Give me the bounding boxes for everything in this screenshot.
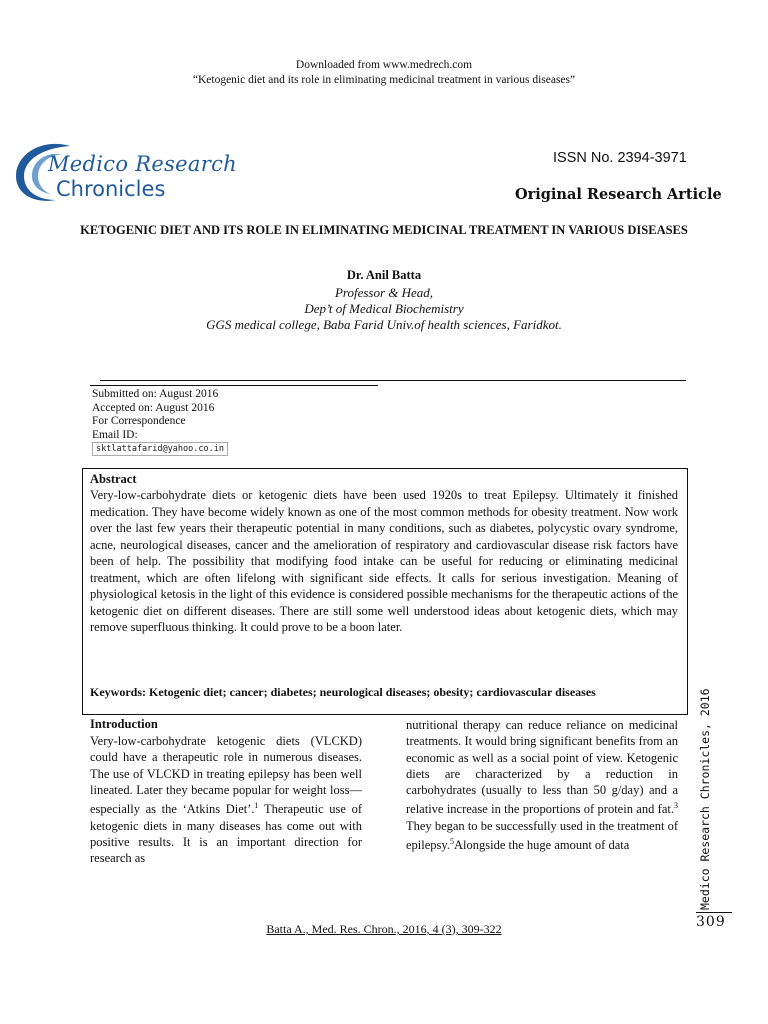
author-department: Dep’t of Medical Biochemistry: [304, 301, 464, 316]
submitted-date: Submitted on: August 2016: [92, 388, 219, 400]
intro-text: Alongside the huge amount of data: [453, 838, 630, 853]
introduction-heading: Introduction: [90, 717, 158, 731]
running-title: “Ketogenic diet and its role in eliminating medicinal treatment in various diseases”: [192, 74, 576, 86]
citation[interactable]: 3: [674, 801, 678, 811]
page-number: 309: [696, 914, 726, 930]
intro-text: Therapeutic use of ketogenic diets in many diseases has come out with positive results. It is an important direction for research as: [90, 802, 362, 866]
email-label: Email ID:: [92, 428, 138, 441]
introduction-column-2: [406, 717, 678, 854]
intro-text: nutritional therapy can reduce reliance on medicinal treatments. It would bring significant benefits from an economic as well as a social point of view. Ketogenic diets are characterized by a reduction in carbohydrates (usually to less than 50 g/day) and a relative increase in the proportions of protein and fat.: [406, 718, 678, 817]
submission-info: [92, 388, 218, 442]
journal-logo-name-line2: Chronicles: [56, 177, 166, 201]
divider-rule: [100, 380, 686, 381]
email-address[interactable]: sktlattafarid@yahoo.co.in: [92, 442, 228, 456]
citation[interactable]: 1: [254, 801, 259, 811]
issn-number: ISSN No. 2394-3971: [553, 150, 687, 166]
download-header: [0, 58, 768, 88]
abstract-heading: Abstract: [90, 472, 137, 486]
correspondence-label: For Correspondence: [92, 415, 186, 427]
download-source: Downloaded from www.medrech.com: [295, 59, 473, 71]
citation[interactable]: 5: [449, 837, 454, 847]
author-name: Dr. Anil Batta: [346, 268, 422, 282]
author-affiliation: [0, 285, 768, 333]
citation-footer: Batta A., Med. Res. Chron., 2016, 4 (3), 309-322: [266, 922, 502, 936]
abstract-text: Very-low-carbohydrate diets or ketogenic diets have been used 1920s to treat Epilepsy. Ultimately it finished medication. They have become widely known as one of the most common methods for obesity treatment. Now work over the last few years their therapeutic potential in many conditions, such as diabetes, polycystic ovary syndrome, acne, neurological diseases, cancer and the amelioration of respiratory and cardiovascular disease risk factors have been of help. The possibility that modifying food intake can be useful for reducing or eliminating medicinal treatment, which are often lifelong with significant side effects. It calls for serious investigation. Meaning of physiological ketosis in the light of this evidence is considered possible mechanisms for the therapeutic actions of the ketogenic diet on different diseases. There are still some well understood ideas about ketogenic diets, which may remove superfluous thinking. It could prove to be a boon later.: [90, 488, 678, 634]
divider-rule-short: [90, 385, 378, 386]
side-label-text: Medico Research Chronicles, 2016: [698, 688, 712, 910]
accepted-date: Accepted on: August 2016: [92, 401, 215, 414]
side-journal-label: [690, 660, 730, 910]
article-type: Original Research Article: [515, 186, 722, 203]
intro-text: They began to be successfully used in the treatment of epilepsy.: [406, 818, 678, 853]
intro-text: Very-low-carbohydrate ketogenic diets (VLCKD) could have a therapeutic role in numerous diseases. The use of VLCKD in treating epilepsy has been well lineated. Later they became popular for weight loss—especially as the ‘Atkins Diet’.: [90, 734, 362, 817]
journal-logo-name-line1: Medico Research: [48, 152, 237, 176]
author-role: Professor & Head,: [334, 285, 434, 300]
author-institution: GGS medical college, Baba Farid Univ.of health sciences, Faridkot.: [206, 317, 562, 332]
introduction-column-1: [90, 733, 362, 867]
keywords: Keywords: Ketogenic diet; cancer; diabetes; neurological diseases; obesity; cardiovascular diseases: [90, 685, 596, 699]
page-number-rule: [696, 912, 732, 913]
paper-title: KETOGENIC DIET AND ITS ROLE IN ELIMINATING MEDICINAL TREATMENT IN VARIOUS DISEASES: [80, 223, 688, 237]
